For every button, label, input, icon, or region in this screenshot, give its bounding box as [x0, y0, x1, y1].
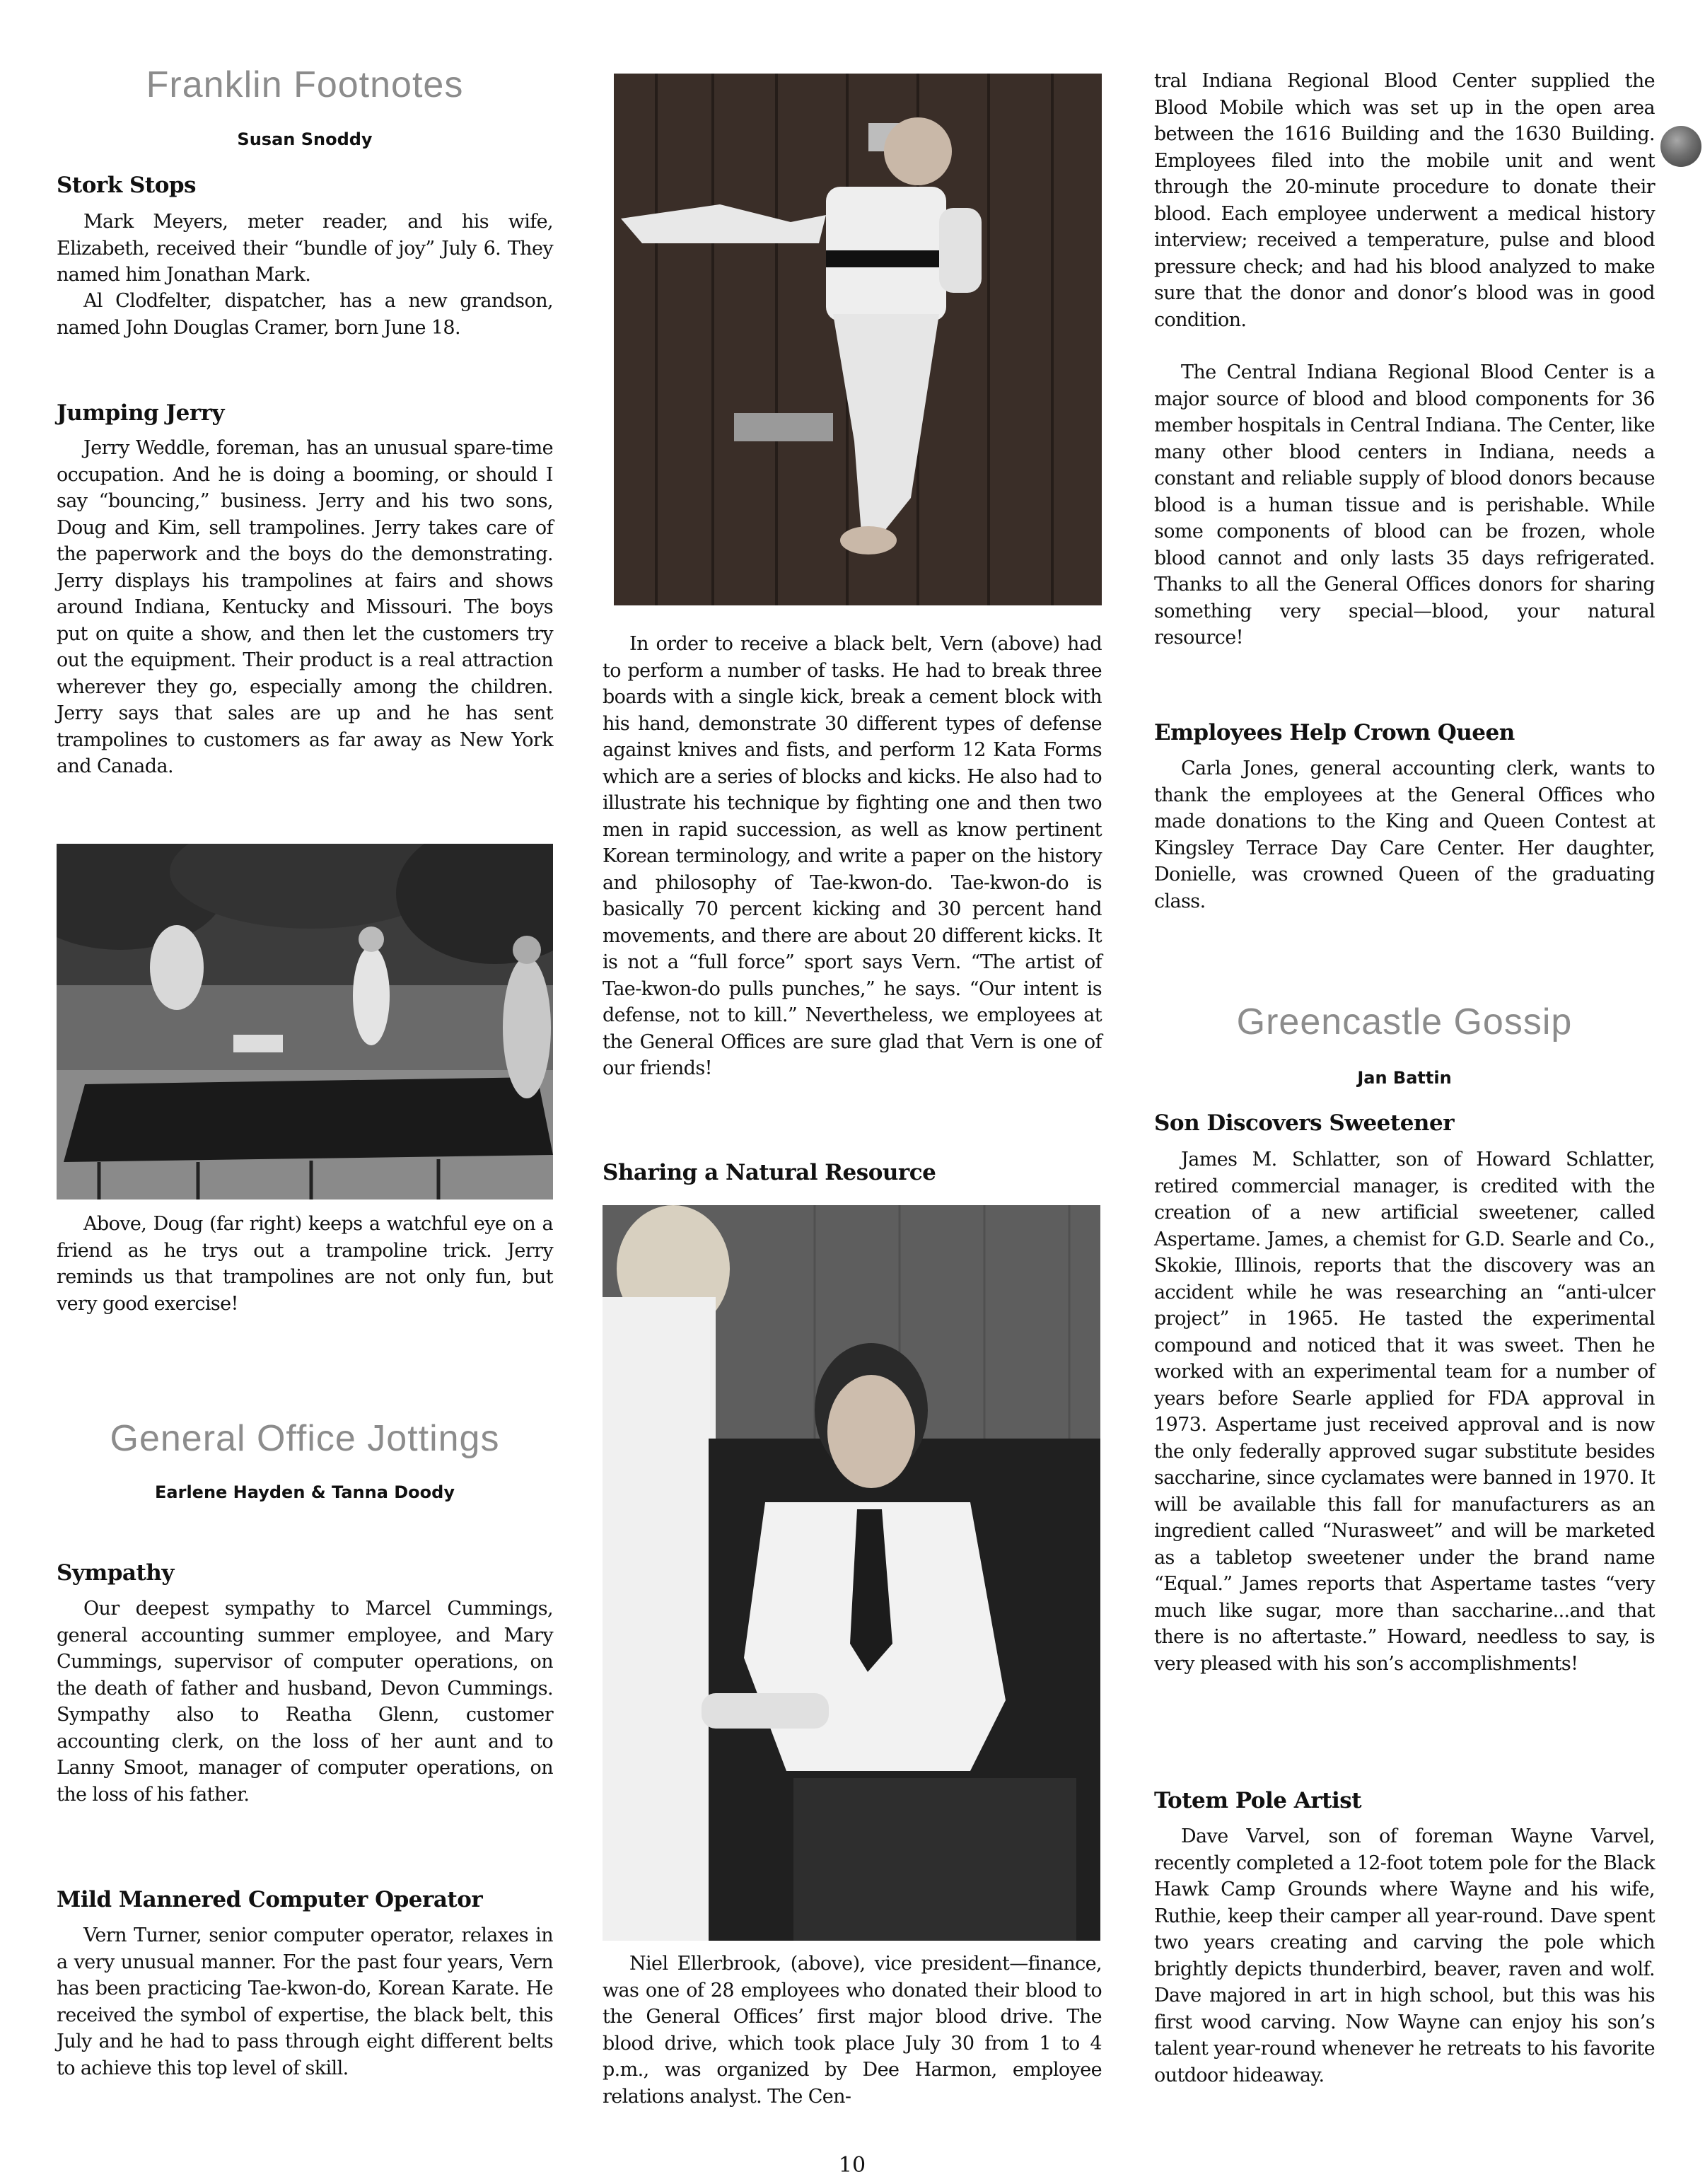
byline-general-office: Earlene Hayden & Tanna Doody: [155, 1482, 455, 1502]
paragraph-stork-2: Al Clodfelter, dispatcher, has a new grandson, named John Douglas Cramer, born June 18.: [57, 290, 553, 339]
paragraph-crown-queen: Carla Jones, general accounting clerk, wants to thank the employees at the General Offices who made donations to the King and Queen Contest at Kingsley Terrace Day Care Center. Her daughter, Donielle, was crowned Queen of the graduating class.: [1154, 757, 1655, 912]
heading-sympathy: Sympathy: [57, 1560, 174, 1586]
karate-photo-graphic: [614, 74, 1102, 605]
section-title-general-office: General Office Jottings: [110, 1418, 500, 1459]
paragraph-jerry-1: Jerry Weddle, foreman, has an unusual spare-time occupation. And he is doing a booming, or should I say “bouncing,” business. Jerry and his two sons, Doug and Kim, sell trampolines. Jerry takes care of the paperwork and the boys do the demonstrating. Jerry displays his trampolines at fairs and shows around Indiana, Kentucky and Missouri. The boys put on quite a show, and then let the customers try out the equipment. Their product is a real attraction wherever they go, especially among the children. Jerry says that sales are up and he has sent trampolines to customers as far away as New York and Canada.: [57, 437, 553, 777]
caption-blood-drive: Niel Ellerbrook, (above), vice president—finance, was one of 28 employees who donated their blood to the General Offices’ first major blood drive. The blood drive, which took place July 30 from 1 to 4 p.m., was organized by Dee Harmon, employee relations analyst. The Cen-: [603, 1953, 1102, 2108]
section-title-greencastle: Greencastle Gossip: [1236, 1001, 1573, 1042]
blood-drive-photo-graphic: [603, 1205, 1100, 1941]
blood-drive-photo: [603, 1205, 1100, 1941]
paragraph-blood-center: The Central Indiana Regional Blood Center is a major source of blood and blood components for 36 member hospitals in Central Indiana. The Center, like many other blood centers in Indiana, needs a constant and reliable supply of blood donors because blood is a human tissue and is perishable. While some components of blood can be frozen, whole blood cannot and only lasts 35 days refrigerated. Thanks to all the General Offices donors for sharing something very special—blood, your natural resource!: [1154, 361, 1655, 649]
paragraph-totem-pole: Dave Varvel, son of foreman Wayne Varvel, recently completed a 12-foot totem pole for the Black Hawk Camp Grounds where Wayne and his wife, Ruthie, keep their camper all year-round. Dave spent two years creating and carving the pole which brightly depicts thunderbird, beaver, raven and wolf. Dave majored in art in high school, but this was his first wood carving. Now Wayne can enjoy his son’s talent year-round whenever he retreats to his favorite outdoor hideaway.: [1154, 1825, 1655, 2086]
byline-franklin: Susan Snoddy: [237, 129, 373, 149]
page-number: 10: [838, 2153, 866, 2178]
heading-totem-pole: Totem Pole Artist: [1154, 1788, 1362, 1813]
paragraph-computer-operator: Vern Turner, senior computer operator, relaxes in a very unusual manner. For the past four years, Vern has been practicing Tae-kwon-do, Korean Karate. He received the symbol of expertise, the black belt, this July and he had to pass through eight different belts to achieve this top level of skill.: [57, 1924, 553, 2079]
heading-stork-stops: Stork Stops: [57, 173, 196, 198]
karate-photo: [614, 74, 1102, 605]
caption-trampoline: Above, Doug (far right) keeps a watchful eye on a friend as he trys out a trampoline trick. Jerry reminds us that trampolines are not only fun, but very good exercise!: [57, 1213, 553, 1315]
trampoline-photo: [57, 844, 553, 1200]
byline-greencastle: Jan Battin: [1357, 1068, 1452, 1088]
trampoline-photo-graphic: [57, 844, 553, 1200]
heading-crown-queen: Employees Help Crown Queen: [1154, 720, 1515, 745]
section-title-franklin: Franklin Footnotes: [146, 64, 464, 105]
scan-hole-mark: [1660, 126, 1701, 167]
paragraph-blood-continued: tral Indiana Regional Blood Center supplied the Blood Mobile which was set up in the open area between the 1616 Building and the 1630 Building. Employees filed into the mobile unit and went through the 20-minute procedure to donate their blood. Each employee underwent a medical history interview; received a temperature, pulse and blood pressure check; and had his blood analyzed to make sure that the donor and donor’s blood was in good condition.: [1154, 70, 1655, 331]
paragraph-sweetener: James M. Schlatter, son of Howard Schlatter, retired commercial manager, is credited with the creation of a new artificial sweetener, called Aspertame. James, a chemist for G.D. Searle and Co., Skokie, Illinois, reports that the discovery was an accident while he was researching an “anti-ulcer project” in 1965. He tasted the experimental compound and noticed that it was sweet. Then he worked with an experimental team for a number of years before Searle applied for FDA approval in 1973. Aspertame just received approval and is now the only federally approved sugar substitute besides saccharine, since cyclamates were banned in 1970. It will be available this fall for manufacturers as an ingredient called “Nurasweet” and will be marketed as a tabletop sweetener under the brand name “Equal.” James reports that Aspertame tastes “very much like sugar, more than saccharine...and that there is no aftertaste.” Howard, needless to say, is very pleased with his son’s accomplishments!: [1154, 1149, 1655, 1675]
heading-sweetener: Son Discovers Sweetener: [1154, 1110, 1455, 1136]
paragraph-stork-1: Mark Meyers, meter reader, and his wife, Elizabeth, received their “bundle of joy” July 6. They named him Jonathan Mark.: [57, 211, 553, 286]
paragraph-sympathy: Our deepest sympathy to Marcel Cummings, general accounting summer employee, and Mary Cummings, supervisor of computer operations, on the death of father and husband, Devon Cummings. Sympathy also to Reatha Glenn, customer accounting clerk, on the loss of her aunt and to Lanny Smoot, manager of computer operations, on the loss of his father.: [57, 1598, 553, 1806]
caption-karate: In order to receive a black belt, Vern (above) had to perform a number of tasks. He had to break three boards with a single kick, break a cement block with his hand, demonstrate 30 different types of defense against knives and fists, and perform 12 Kata Forms which are a series of blocks and kicks. He also had to illustrate his technique by fighting one and then two men in rapid succession, as well as know pertinent Korean terminology, and write a paper on the history and philosophy of Tae-kwon-do. Tae-kwon-do is basically 70 percent kicking and 30 percent hand movements, and there are about 20 different kicks. It is not a “full force” sport says Vern. “The artist of Tae-kwon-do pulls punches,” he says. “Our intent is defense, not to kill.” Nevertheless, we employees at the General Offices are sure glad that Vern is one of our friends!: [603, 633, 1102, 1079]
heading-jumping-jerry: Jumping Jerry: [57, 400, 225, 426]
heading-computer-operator: Mild Mannered Computer Operator: [57, 1887, 483, 1912]
heading-natural-resource: Sharing a Natural Resource: [603, 1160, 936, 1185]
